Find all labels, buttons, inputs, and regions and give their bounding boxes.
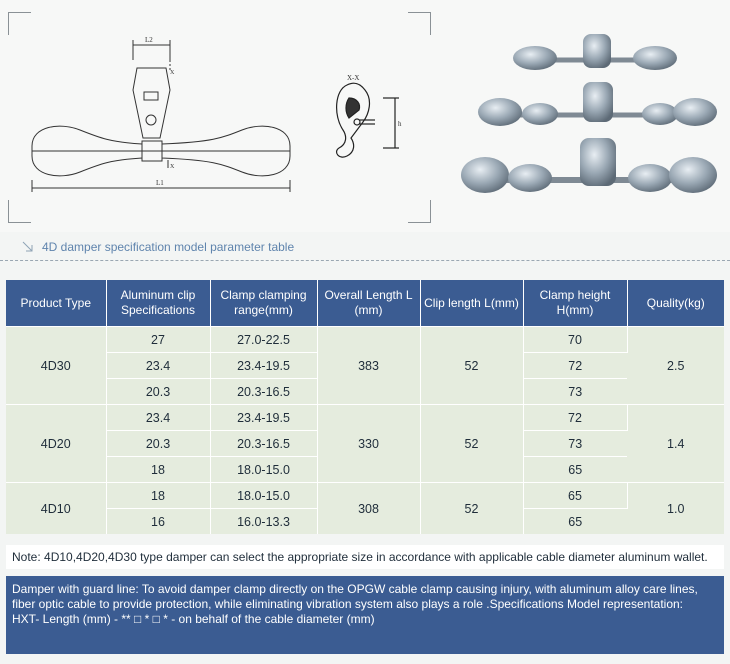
product-type-cell: 4D20	[6, 405, 106, 483]
clip-spec-cell: 23.4	[106, 353, 210, 379]
table-note: Note: 4D10,4D20,4D30 type damper can select the appropriate size in accordance with applicable cable diameter aluminum wallet.	[6, 545, 724, 569]
clamp-range-cell: 16.0-13.3	[210, 509, 317, 535]
guard-line-info-box	[6, 576, 724, 654]
quality-cell: 1.0	[627, 483, 724, 535]
overall-length-cell: 330	[317, 405, 420, 483]
header-quality: Quality(kg)	[627, 280, 724, 327]
header-product-type: Product Type	[6, 280, 106, 327]
clamp-range-cell: 23.4-19.5	[210, 353, 317, 379]
arrow-down-right-icon	[22, 241, 34, 253]
clamp-height-cell: 73	[523, 379, 627, 405]
clamp-range-cell: 18.0-15.0	[210, 483, 317, 509]
frame-corner-bottom-right	[408, 200, 431, 223]
product-type-cell: 4D10	[6, 483, 106, 535]
info-line: Damper with guard line: To avoid damper clamp directly on the OPGW cable clamp causing injury, with aluminum alloy care lines,	[12, 582, 698, 596]
table-header-row	[6, 280, 724, 327]
clamp-range-cell: 18.0-15.0	[210, 457, 317, 483]
header-clamp-range: Clamp clamping range(mm)	[210, 280, 317, 327]
clip-spec-cell: 23.4	[106, 405, 210, 431]
header-clamp-height: Clamp height H(mm)	[523, 280, 627, 327]
clip-length-cell: 52	[420, 483, 523, 535]
svg-text:X-X: X-X	[347, 74, 360, 82]
svg-text:h: h	[398, 120, 402, 128]
spec-table	[6, 280, 724, 534]
clamp-height-cell: 65	[523, 483, 627, 509]
header-clip-length: Clip length L(mm)	[420, 280, 523, 327]
clip-spec-cell: 18	[106, 483, 210, 509]
clip-length-cell: 52	[420, 405, 523, 483]
damper-product-photo	[455, 20, 720, 200]
frame-corner-top-right	[408, 12, 431, 35]
product-type-cell: 4D30	[6, 327, 106, 405]
section-heading-text: 4D damper specification model parameter table	[42, 240, 295, 254]
svg-text:X: X	[170, 164, 175, 170]
quality-cell: 1.4	[627, 405, 724, 483]
clamp-height-cell: 73	[523, 431, 627, 457]
overall-length-cell: 383	[317, 327, 420, 405]
clip-spec-cell: 16	[106, 509, 210, 535]
quality-cell: 2.5	[627, 327, 724, 405]
clamp-height-cell: 70	[523, 327, 627, 353]
dashed-divider	[0, 260, 730, 261]
clip-length-cell: 52	[420, 327, 523, 405]
clamp-range-cell: 20.3-16.5	[210, 431, 317, 457]
table-row	[6, 405, 724, 431]
clip-spec-cell: 20.3	[106, 431, 210, 457]
svg-text:X: X	[170, 70, 175, 76]
clip-spec-cell: 27	[106, 327, 210, 353]
product-illustration-area	[0, 0, 730, 232]
section-heading	[22, 240, 294, 254]
clamp-range-cell: 23.4-19.5	[210, 405, 317, 431]
clip-spec-cell: 20.3	[106, 379, 210, 405]
table-row	[6, 483, 724, 509]
svg-text:L2: L2	[145, 36, 153, 44]
svg-text:L1: L1	[156, 179, 164, 187]
clamp-height-cell: 65	[523, 457, 627, 483]
header-overall-length: Overall Length L (mm)	[317, 280, 420, 327]
damper-front-drawing	[20, 30, 305, 205]
table-row	[6, 327, 724, 353]
clamp-range-cell: 20.3-16.5	[210, 379, 317, 405]
clamp-section-drawing	[325, 60, 420, 170]
overall-length-cell: 308	[317, 483, 420, 535]
clamp-range-cell: 27.0-22.5	[210, 327, 317, 353]
info-line: fiber optic cable to provide protection, while eliminating vibration system also plays a role .Specifications Model representation:	[12, 597, 684, 611]
clip-spec-cell: 18	[106, 457, 210, 483]
info-line: HXT- Length (mm) - ** □ * □ * - on behalf of the cable diameter (mm)	[12, 612, 375, 626]
header-clip-spec: Aluminum clip Specifications	[106, 280, 210, 327]
clamp-height-cell: 65	[523, 509, 627, 535]
clamp-height-cell: 72	[523, 353, 627, 379]
clamp-height-cell: 72	[523, 405, 627, 431]
